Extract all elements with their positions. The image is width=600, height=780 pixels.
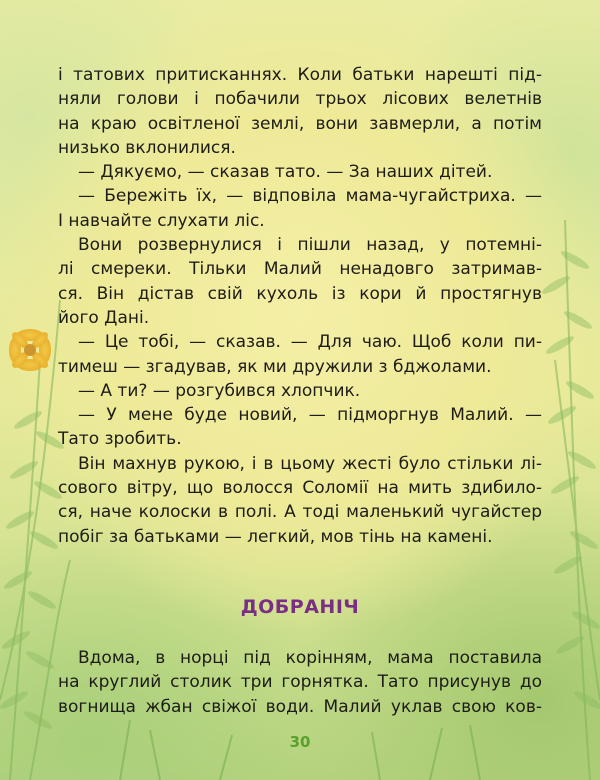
text-line: побіг за батьками — легкий, мов тінь на камені. bbox=[58, 526, 493, 547]
text-line: на круглий столик три горнятка. Тато присунув до bbox=[58, 672, 542, 693]
flower-icon bbox=[9, 329, 51, 371]
story-text-continued bbox=[58, 646, 542, 719]
text-line: низько вклонилися. bbox=[58, 137, 236, 158]
text-line: вогнища жбан свіжої води. Малий уклав свою ков- bbox=[58, 696, 542, 717]
text-line: — А ти? — розгубився хлопчик. bbox=[78, 380, 361, 401]
text-line: Він махнув рукою, і в цьому жесті було стільки лі- bbox=[78, 453, 542, 474]
text-line: лі смереки. Тільки Малий ненадовго затримав- bbox=[58, 259, 542, 280]
text-line: — Це тобі, — сказав. — Для чаю. Щоб коли пи- bbox=[78, 332, 542, 353]
story-text bbox=[58, 63, 542, 549]
text-line: — У мене буде новий, — підморгнув Малий. — bbox=[78, 405, 542, 426]
text-line: — Дякуємо, — сказав тато. — За наших дітей. bbox=[78, 162, 493, 183]
text-line: Вони розвернулися і пішли назад, у потемні- bbox=[78, 235, 542, 256]
page-number: 30 bbox=[289, 733, 311, 751]
text-line: няли голови і побачили трьох лісових велетнів bbox=[58, 89, 542, 110]
text-line: ся, наче колоски в полі. А тоді маленький чугайстер bbox=[58, 502, 542, 523]
text-line: Тато зробить. bbox=[58, 429, 182, 450]
text-line: сового вітру, що волосся Соломії на мить здибило- bbox=[58, 478, 542, 499]
text-line: і татових притисканнях. Коли батьки нарешті під- bbox=[58, 65, 542, 85]
section-heading: ДОБРАНІЧ bbox=[240, 596, 360, 618]
text-line: Вдома, в норці під корінням, мама поставила bbox=[78, 648, 542, 668]
text-line: І навчайте слухати ліс. bbox=[58, 210, 265, 231]
text-line: на краю освітленої землі, вони завмерли, а потім bbox=[58, 113, 542, 134]
text-line: тимеш — згадував, як ми дружили з бджолами. bbox=[58, 356, 492, 377]
text-line: його Дані. bbox=[58, 307, 150, 328]
text-line: ся. Він дістав свій кухоль із кори й простягнув bbox=[58, 283, 542, 304]
text-line: — Бережіть їх, — відповіла мама-чугайстриха. — bbox=[78, 186, 542, 207]
